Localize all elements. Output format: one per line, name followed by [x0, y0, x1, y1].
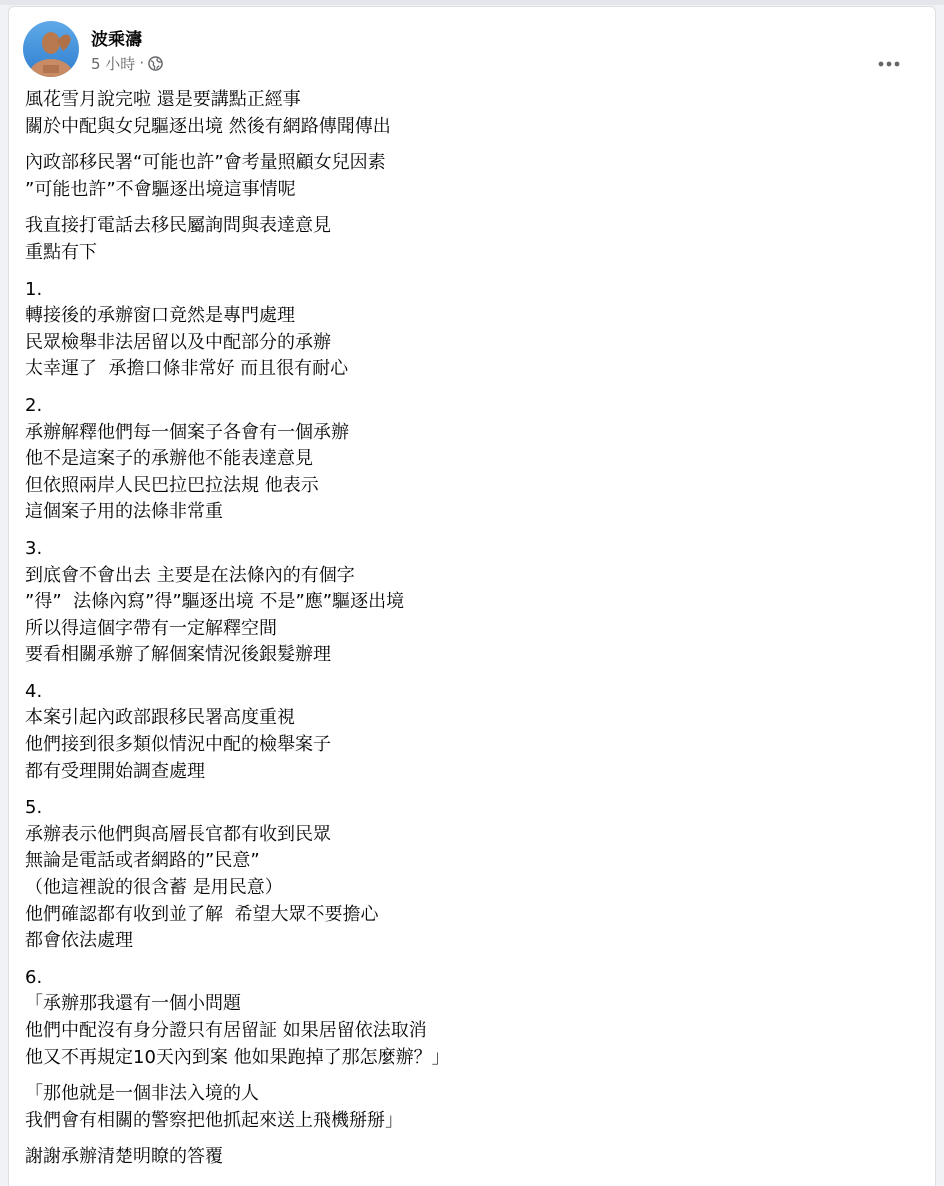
post-text-line: 內政部移民署“可能也許”會考量照顧女兒因素	[25, 152, 386, 174]
post-text-line: 民眾檢舉非法居留以及中配部分的承辦	[25, 331, 331, 353]
post-text-line: 轉接後的承辦窗口竟然是專門處理	[25, 305, 295, 327]
post-paragraph	[25, 277, 915, 383]
post-text-line: ”可能也許”不會驅逐出境這事情呢	[25, 178, 296, 200]
post-meta	[91, 53, 163, 73]
post-text-line: 他們中配沒有身分證只有居留証 如果居留依法取消	[25, 1020, 427, 1041]
post-paragraph	[25, 536, 915, 669]
post-text-line: 他們接到很多類似情況中配的檢舉案子	[25, 734, 331, 756]
author-name[interactable]: 波乘濤	[91, 30, 142, 50]
post-text-line: 「那他就是一個非法入境的人	[25, 1083, 259, 1105]
post-text-line: 都會依法處理	[25, 930, 133, 952]
avatar[interactable]	[23, 21, 79, 77]
post-text-line: （他這裡說的很含蓄 是用民意）	[25, 877, 283, 899]
post-paragraph	[25, 1144, 915, 1171]
more-options-icon	[878, 52, 900, 71]
post-paragraph	[25, 87, 915, 140]
post-text-line: 「承辦那我還有一個小問題	[25, 993, 241, 1015]
post-text-line: 承辦表示他們與高層長官都有收到民眾	[25, 823, 331, 845]
post-paragraph	[25, 150, 915, 203]
post-text-line: 5.	[25, 797, 43, 819]
more-options-button[interactable]	[871, 43, 907, 79]
post-text-line: 6.	[25, 966, 43, 988]
post-text-line: 謝謝承辦清楚明瞭的答覆	[25, 1146, 223, 1168]
post-text-line: 我直接打電話去移民屬詢問與表達意見	[25, 215, 331, 237]
post-text-line: 太幸運了 承擔口條非常好 而且很有耐心	[25, 358, 349, 380]
post-text-line: 4.	[25, 680, 43, 702]
post-text-line: 到底會不會出去 主要是在法條內的有個字	[25, 564, 355, 586]
post-text-line: 本案引起內政部跟移民署高度重視	[25, 707, 295, 729]
post-text-line: 1.	[25, 278, 43, 300]
post-text-line: 要看相關承辦了解個案情況後銀髮辦理	[25, 644, 331, 666]
post-timestamp[interactable]: 5 小時	[91, 54, 136, 73]
post-text-line: 這個案子用的法條非常重	[25, 501, 223, 523]
post-text-line: 風花雪月說完啦 還是要講點正經事	[25, 89, 301, 110]
post-paragraph	[25, 965, 915, 1071]
post-text-line: 關於中配與女兒驅逐出境 然後有網路傳聞傳出	[25, 115, 391, 137]
post-text-line: 3.	[25, 537, 43, 559]
post-paragraph	[25, 1081, 915, 1134]
meta-separator: ·	[139, 54, 145, 72]
post-text-line: 我們會有相關的警察把他抓起來送上飛機掰掰」	[25, 1109, 403, 1131]
post-text-line: 無論是電話或者網路的”民意”	[25, 850, 260, 872]
post-text-line: 但依照兩岸人民巴拉巴拉法規 他表示	[25, 474, 319, 496]
post-text-line: 重點有下	[25, 241, 97, 263]
post-text-line: 所以得這個字帶有一定解釋空間	[25, 617, 277, 639]
post-header	[23, 21, 923, 77]
post-text-line: 他不是這案子的承辦他不能表達意見	[25, 448, 313, 470]
post-body	[25, 87, 915, 1181]
post-text-line: 承辦解釋他們每一個案子各會有一個承辦	[25, 421, 349, 443]
post-paragraph	[25, 213, 915, 266]
post-paragraph	[25, 679, 915, 785]
post-text-line: 2.	[25, 394, 43, 416]
post-card	[8, 6, 936, 1186]
post-paragraph	[25, 393, 915, 526]
post-text-line: 都有受理開始調查處理	[25, 760, 205, 782]
post-paragraph	[25, 795, 915, 955]
post-text-line: 他又不再規定10天內到案 他如果跑掉了那怎麼辦？」	[25, 1046, 450, 1068]
globe-icon[interactable]	[148, 56, 163, 71]
top-divider	[0, 0, 944, 5]
post-text-line: 他們確認都有收到並了解 希望大眾不要擔心	[25, 903, 379, 925]
post-text-line: ”得” 法條內寫”得”驅逐出境 不是”應”驅逐出境	[25, 591, 405, 613]
